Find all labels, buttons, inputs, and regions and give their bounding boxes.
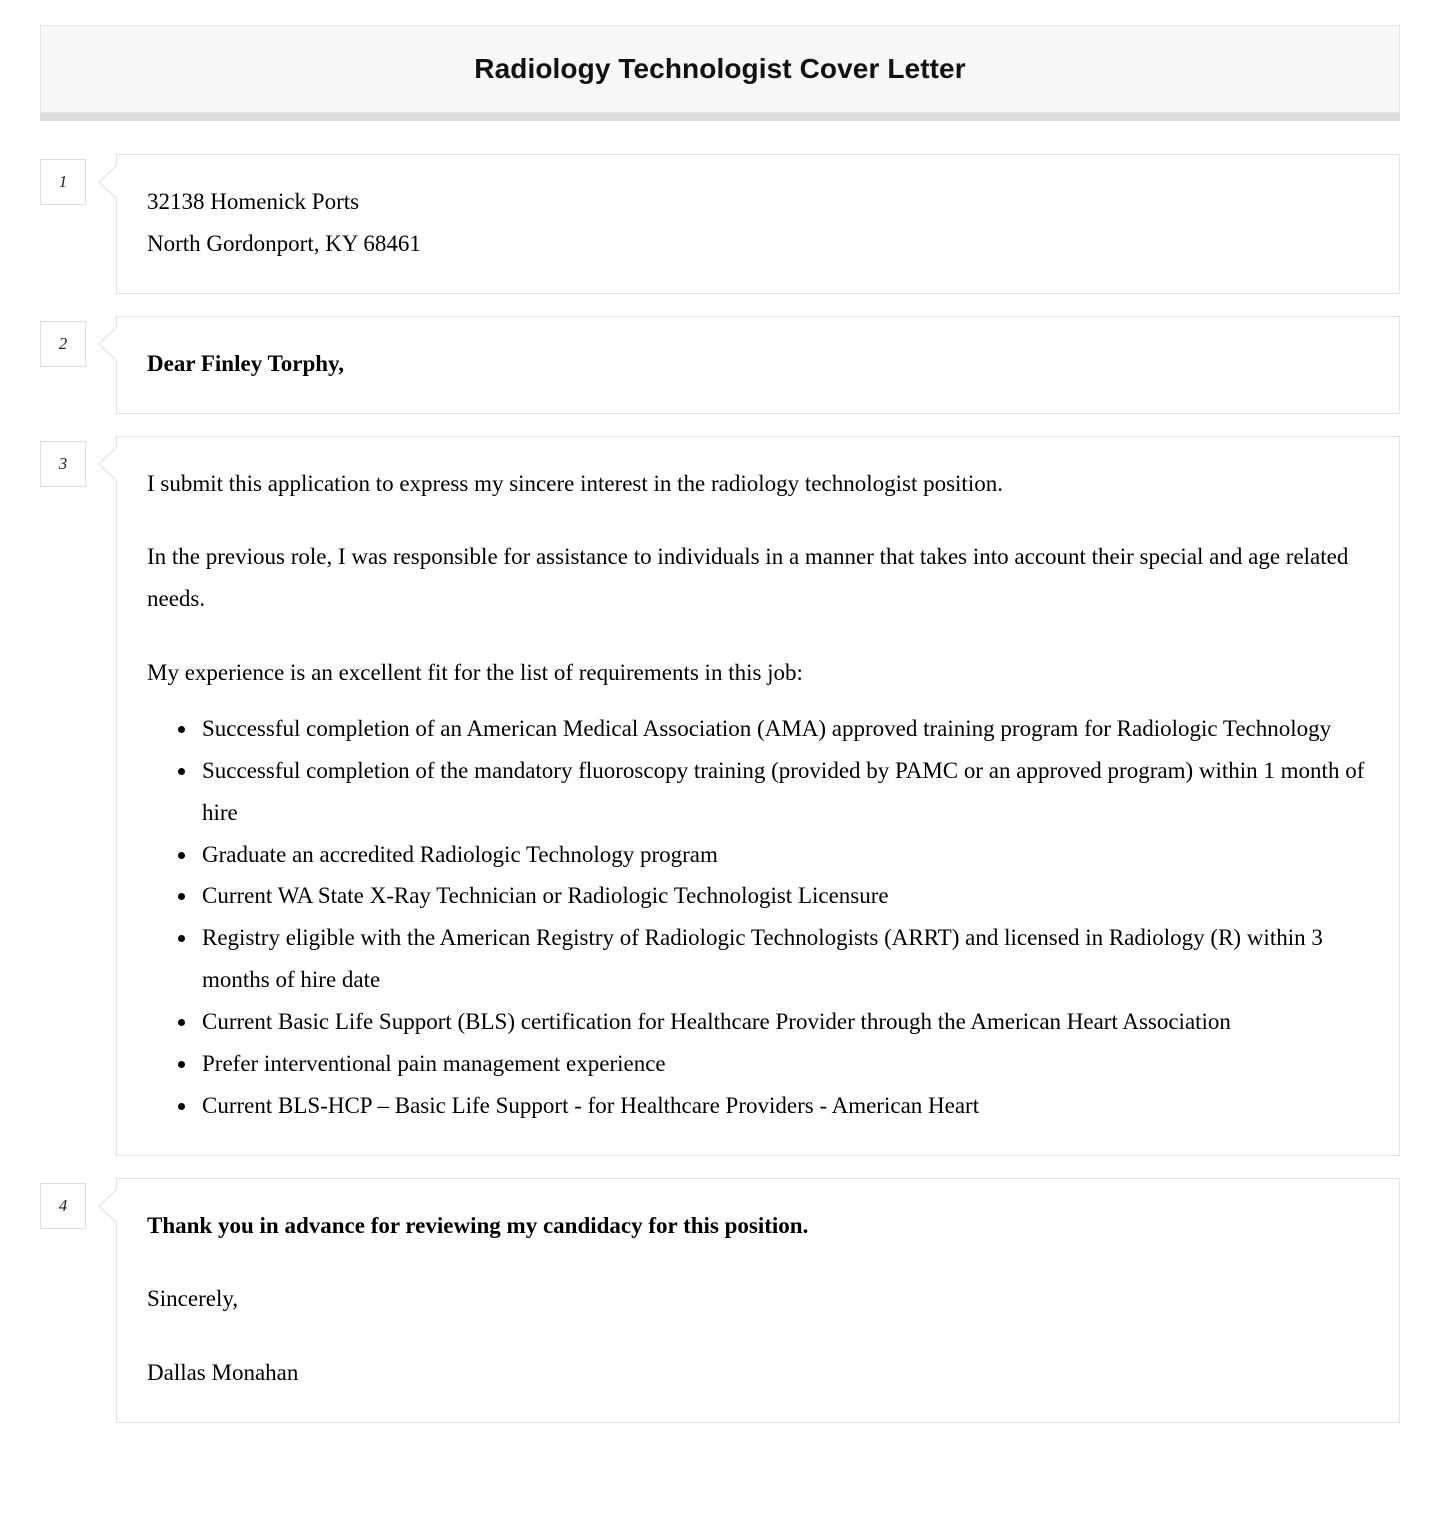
list-item: • Current WA State X-Ray Technician or Radiologic Technologist Licensure	[198, 875, 1369, 917]
section-number-badge-3: 3	[40, 441, 86, 487]
list-item: • Successful completion of an American Medical Association (AMA) approved training program for Radiologic Technology	[198, 708, 1369, 750]
signature-name: Dallas Monahan	[147, 1360, 299, 1386]
body-paragraph-2: In the previous role, I was responsible for assistance to individuals in a manner that takes into account their special and age related needs.	[147, 544, 1349, 612]
closing-thanks: Thank you in advance for reviewing my candidacy for this position.	[147, 1212, 809, 1238]
salutation-bubble	[116, 316, 1400, 414]
sender-address	[147, 181, 1369, 265]
closing-bubble	[116, 1178, 1400, 1424]
section-sender-address	[40, 154, 1400, 294]
list-item: • Successful completion of the mandatory fluoroscopy training (provided by PAMC or an approved program) within 1 month of hire	[198, 750, 1369, 834]
speech-pointer-icon	[98, 159, 118, 205]
list-item: • Graduate an accredited Radiologic Technology program	[198, 834, 1369, 876]
section-number-badge-1: 1	[40, 159, 86, 205]
section-body	[40, 436, 1400, 1156]
body-bubble	[116, 436, 1400, 1156]
requirements-list	[147, 708, 1369, 1127]
body-paragraph-1: I submit this application to express my sincere interest in the radiology technologist position.	[147, 470, 1003, 496]
document-header-box	[40, 25, 1400, 113]
address-line-2: North Gordonport, KY 68461	[147, 230, 421, 256]
speech-pointer-icon	[98, 441, 118, 487]
list-item: • Current Basic Life Support (BLS) certification for Healthcare Provider through the American Heart Association	[198, 1001, 1369, 1043]
letter-sections	[40, 154, 1400, 1423]
section-number-badge-2: 2	[40, 321, 86, 367]
address-line-1: 32138 Homenick Ports	[147, 189, 360, 214]
list-item: • Registry eligible with the American Registry of Radiologic Technologists (ARRT) and licensed in Radiology (R) within 3 months of hire date	[198, 917, 1369, 1001]
page-title: Radiology Technologist Cover Letter	[474, 53, 966, 84]
section-salutation	[40, 316, 1400, 414]
list-item: • Current BLS-HCP – Basic Life Support - for Healthcare Providers - American Heart	[198, 1085, 1369, 1127]
speech-pointer-icon	[98, 321, 118, 367]
section-closing	[40, 1178, 1400, 1424]
document-header	[40, 25, 1400, 121]
section-number-badge-4: 4	[40, 1183, 86, 1229]
sender-address-bubble	[116, 154, 1400, 294]
list-item: • Prefer interventional pain management experience	[198, 1043, 1369, 1085]
body-paragraph-3: My experience is an excellent fit for the list of requirements in this job:	[147, 660, 803, 686]
cover-letter-page	[0, 25, 1440, 1423]
closing-sincerely: Sincerely,	[147, 1286, 239, 1312]
speech-pointer-icon	[98, 1183, 118, 1229]
salutation-text: Dear Finley Torphy,	[147, 350, 345, 376]
